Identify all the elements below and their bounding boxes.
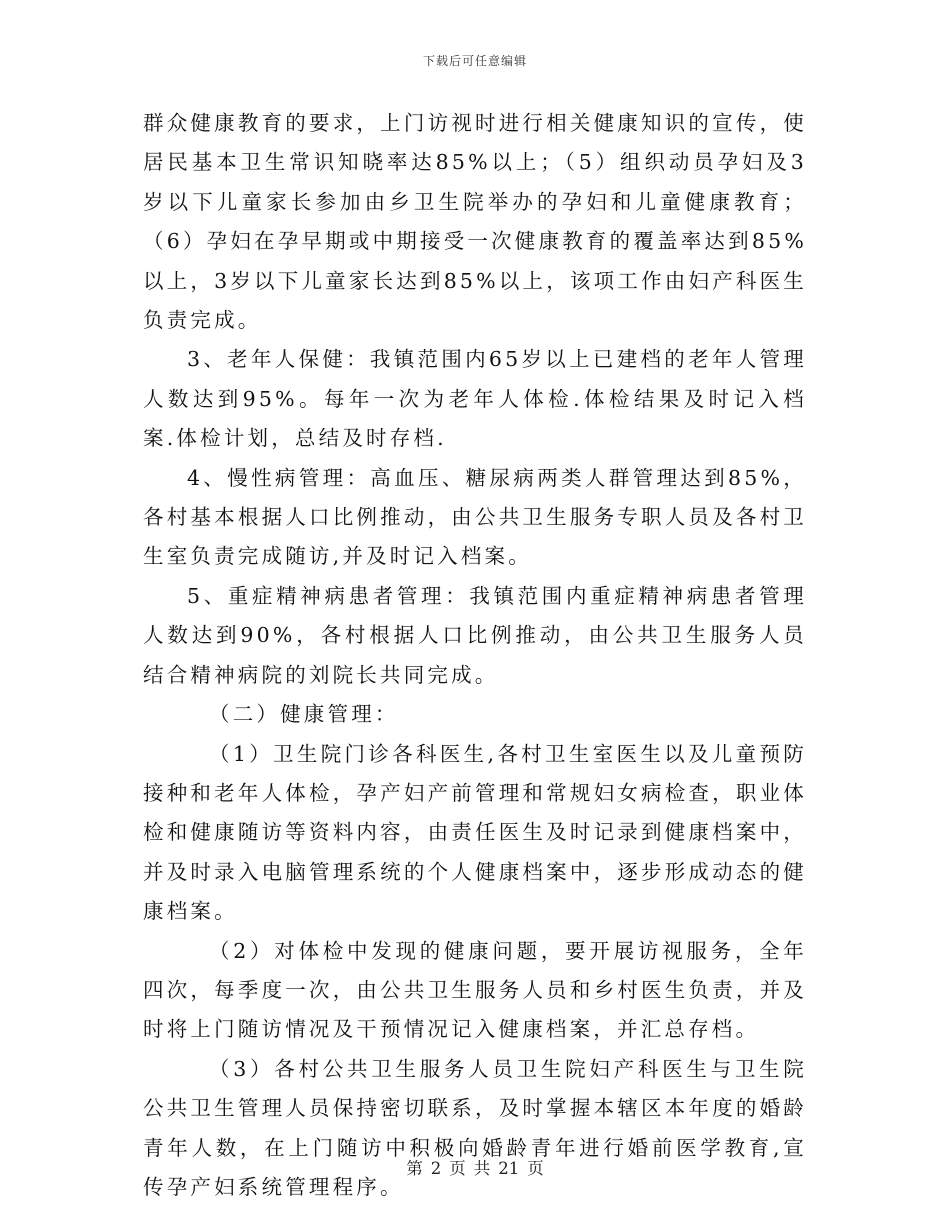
page-header: 下载后可任意编辑 (422, 54, 527, 68)
paragraph-elderly-care: 3、老年人保健：我镇范围内65岁以上已建档的老年人管理人数达到95%。每年一次为老年人体检.体检结果及时记入档案.体检计划，总结及时存档. (143, 347, 807, 451)
paragraph-item-2: （2）对体检中发现的健康问题，要开展访视服务，全年四次，每季度一次，由公共卫生服务人员和乡村医生负责，并及时将上门随访情况及干预情况记入健康档案，并汇总存档。 (143, 938, 807, 1042)
paragraph-mental-illness: 5、重症精神病患者管理：我镇范围内重症精神病患者管理人数达到90%，各村根据人口比例推动，由公共卫生服务人员结合精神病院的刘院长共同完成。 (143, 583, 807, 687)
page-label-mid1: 页 (449, 1159, 466, 1178)
paragraph-chronic-disease: 4、慢性病管理：高血压、糖尿病两类人群管理达到85%，各村基本根据人口比例推动，由公共卫生服务专职人员及各村卫生室负责完成随访,并及时记入档案。 (143, 465, 807, 569)
page-label-prefix: 第 (406, 1159, 423, 1178)
section-heading-health-management: （二）健康管理： (209, 702, 399, 727)
paragraph-item-3: （3）各村公共卫生服务人员卫生院妇产科医生与卫生院公共卫生管理人员保持密切联系，及时掌握本辖区本年度的婚龄青年人数，在上门随访中积极向婚龄青年进行婚前医学教育,宣传孕产妇系统管理程序。 (143, 1056, 807, 1199)
paragraph-item-1: （1）卫生院门诊各科医生,各村卫生室医生以及儿童预防接种和老年人体检，孕产妇产前管理和常规妇女病检查，职业体检和健康随访等资料内容，由责任医生及时记录到健康档案中，并及时录入电脑管理系统的个人健康档案中，逐步形成动态的健康档案。 (143, 741, 807, 924)
paragraph-health-education-continued: 群众健康教育的要求，上门访视时进行相关健康知识的宣传，使居民基本卫生常识知晓率达85%以上；（5）组织动员孕妇及3岁以下儿童家长参加由乡卫生院举办的孕妇和儿童健康教育；（6）孕妇在孕早期或中期接受一次健康教育的覆盖率达到85%以上，3岁以下儿童家长达到85%以上，该项工作由妇产科医生负责完成。 (143, 111, 807, 333)
current-page-number: 2 (430, 1159, 442, 1178)
page-label-mid2: 共 (473, 1159, 491, 1178)
page-label-suffix: 页 (527, 1159, 544, 1178)
page-footer (0, 1155, 950, 1179)
document-body (143, 104, 807, 1207)
total-pages-number: 21 (498, 1159, 520, 1178)
